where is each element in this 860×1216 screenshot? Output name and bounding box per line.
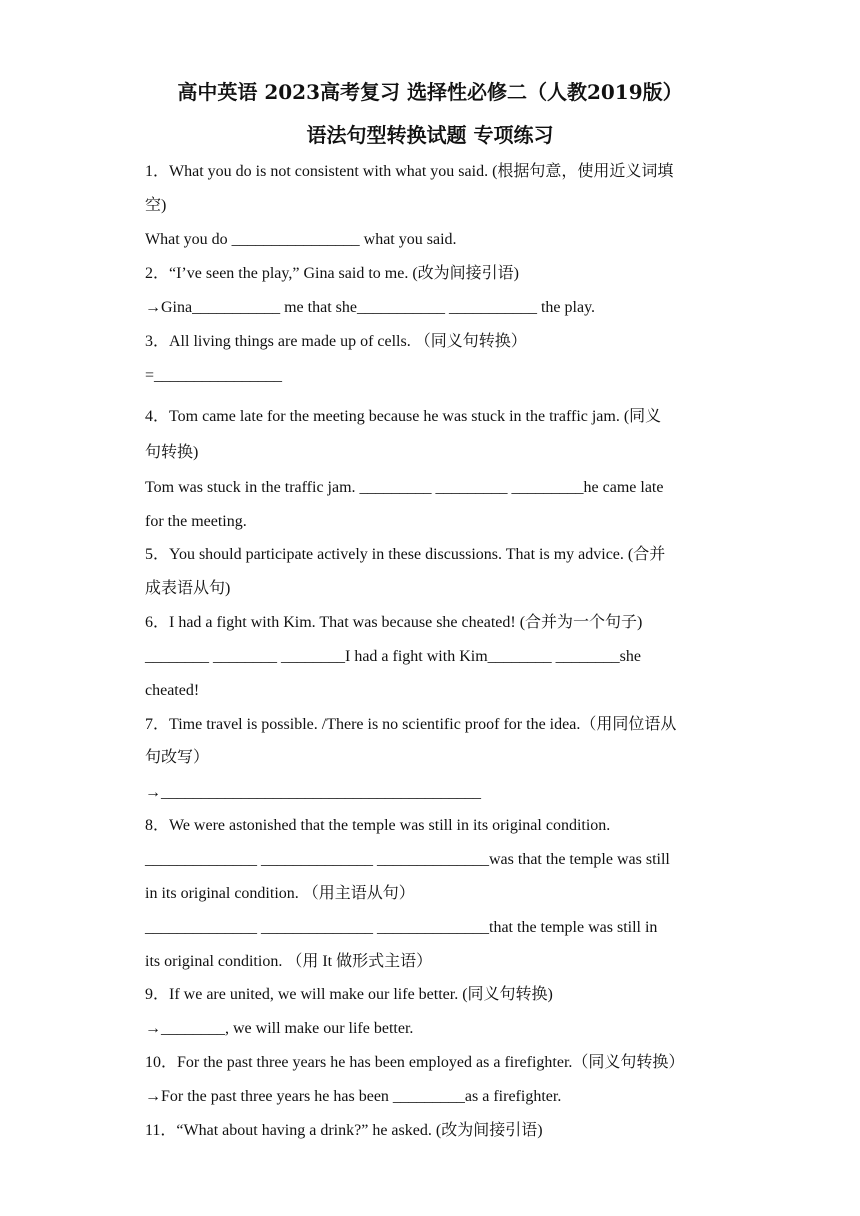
question-6-blank-line: ________ ________ ________I had a fight with Kim________ ________she [145, 648, 641, 665]
question-1-line-1: 1．What you do is not consistent with what you said. (根据句意，使用近义词填 [145, 163, 674, 180]
question-6-blank-line-2: cheated! [145, 682, 200, 699]
question-5-line-1: 5．You should participate actively in these discussions. That is my advice. (合并 [145, 546, 666, 563]
question-5-line-2: 成表语从句) [145, 580, 231, 597]
question-8-line: 8．We were astonished that the temple was still in its original condition. [145, 817, 611, 834]
question-1-line-2: 空) [145, 197, 167, 214]
question-2-blank-line: →Gina___________ me that she___________ ___________ the play. [145, 299, 596, 316]
question-4-blank-line: Tom was stuck in the traffic jam. _________ _________ _________he came late [145, 479, 664, 496]
question-7-blank-line: →________________________________________ [145, 784, 481, 801]
question-4-line-2: 句转换) [145, 444, 199, 461]
question-7-line-2: 句改写） [145, 749, 210, 766]
question-8-blank-line-1: ______________ ______________ ______________was that the temple was still [145, 851, 670, 868]
document-subtitle: 语法句型转换试题 专项练习 [306, 123, 554, 147]
question-11-line: 11．“What about having a drink?” he asked. (改为间接引语) [145, 1122, 543, 1139]
question-3-blank-line: =________________ [145, 367, 283, 384]
question-1-blank-line: What you do ________________ what you said. [145, 231, 457, 248]
question-10-line: 10．For the past three years he has been employed as a firefighter.（同义句转换） [145, 1054, 685, 1071]
question-3-line: 3．All living things are made up of cells. （同义句转换） [145, 333, 527, 350]
question-10-blank-line: →For the past three years he has been _________as a firefighter. [145, 1088, 562, 1105]
question-8-blank-line-2: in its original condition. （用主语从句） [145, 885, 415, 902]
question-6-line: 6．I had a fight with Kim. That was because she cheated! (合并为一个句子) [145, 614, 643, 631]
question-4-line-1: 4．Tom came late for the meeting because he was stuck in the traffic jam. (同义 [145, 408, 662, 425]
question-9-line: 9．If we are united, we will make our life better. (同义句转换) [145, 986, 553, 1003]
document-title: 高中英语 2023高考复习 选择性必修二（人教2019版） [177, 80, 683, 104]
question-4-blank-line-2: for the meeting. [145, 513, 247, 530]
question-8-blank-line-3: ______________ ______________ ______________that the temple was still in [145, 919, 658, 936]
question-7-line-1: 7．Time travel is possible. /There is no scientific proof for the idea.（用同位语从 [145, 716, 677, 733]
question-9-blank-line: →________, we will make our life better. [145, 1020, 414, 1037]
question-2-line: 2．“I’ve seen the play,” Gina said to me. (改为间接引语) [145, 265, 519, 282]
question-8-blank-line-4: its original condition. （用 It 做形式主语） [145, 953, 433, 970]
